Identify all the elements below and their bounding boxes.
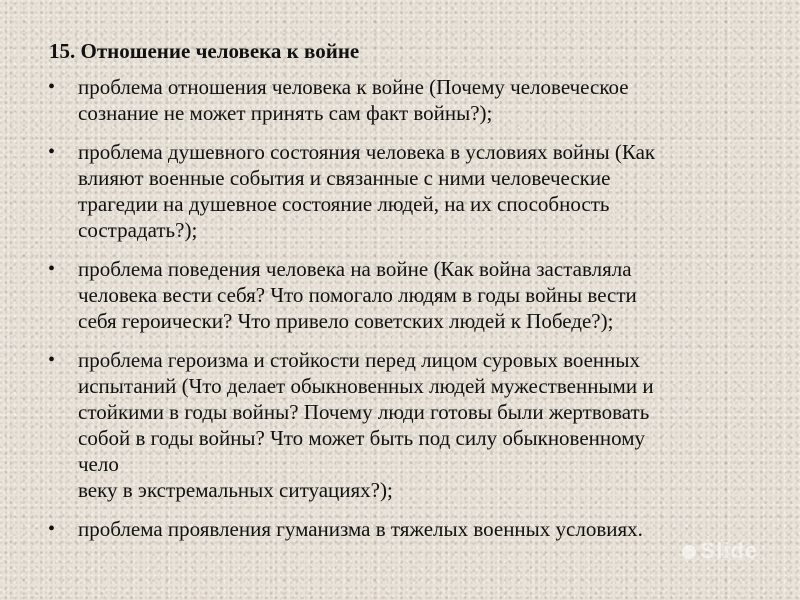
bullet-item [44,74,764,126]
bullet-dot: • [48,141,56,163]
bullet-item [44,256,764,334]
bullet-line: стойкими в годы войны? Почему люди готовы были жертвовать [78,400,650,424]
bullet-line: человека вести себя? Что помогало людям в годы войны вести [78,283,637,307]
bullet-line: собой в годы войны? Что может быть под силу обыкновенному [78,426,646,450]
bullet-line: проблема отношения человека к войне (Почему человеческое [78,75,629,99]
bullet-dot: • [48,258,56,280]
bullet-line: веку в экстремальных ситуациях?); [78,478,393,502]
bullet-line: чело [78,452,119,476]
watermark-icon [682,545,696,559]
bullet-line: испытаний (Что делает обыкновенных людей мужественными и [78,374,654,398]
bullet-line: влияют военные события и связанные с ними человеческие [78,166,611,190]
bullet-item [44,139,764,243]
bullet-dot: • [48,76,56,98]
bullet-line: сострадать?); [78,218,198,242]
bullet-line: сознание не может принять сам факт войны?); [78,101,493,125]
bullet-line: проблема поведения человека на войне (Как война заставляла [78,257,632,281]
bullet-item [44,347,764,503]
bullet-line: себя героически? Что привело советских людей к Победе?); [78,309,614,333]
bullet-dot: • [48,349,56,371]
bullet-dot: • [48,518,56,540]
watermark-text: Slide [700,538,758,563]
bullet-line: проблема героизма и стойкости перед лицом суровых военных [78,348,641,372]
bullet-item [44,516,764,542]
bullet-line: трагедии на душевное состояние людей, на их способность [78,192,610,216]
bullet-list [44,74,764,555]
bullet-line: проблема проявления гуманизма в тяжелых военных условиях. [78,517,643,541]
slide-title: 15. Отношение человека к войне [49,39,360,63]
bullet-line: проблема душевного состояния человека в условиях войны (Как [78,140,656,164]
watermark-logo [682,538,758,564]
